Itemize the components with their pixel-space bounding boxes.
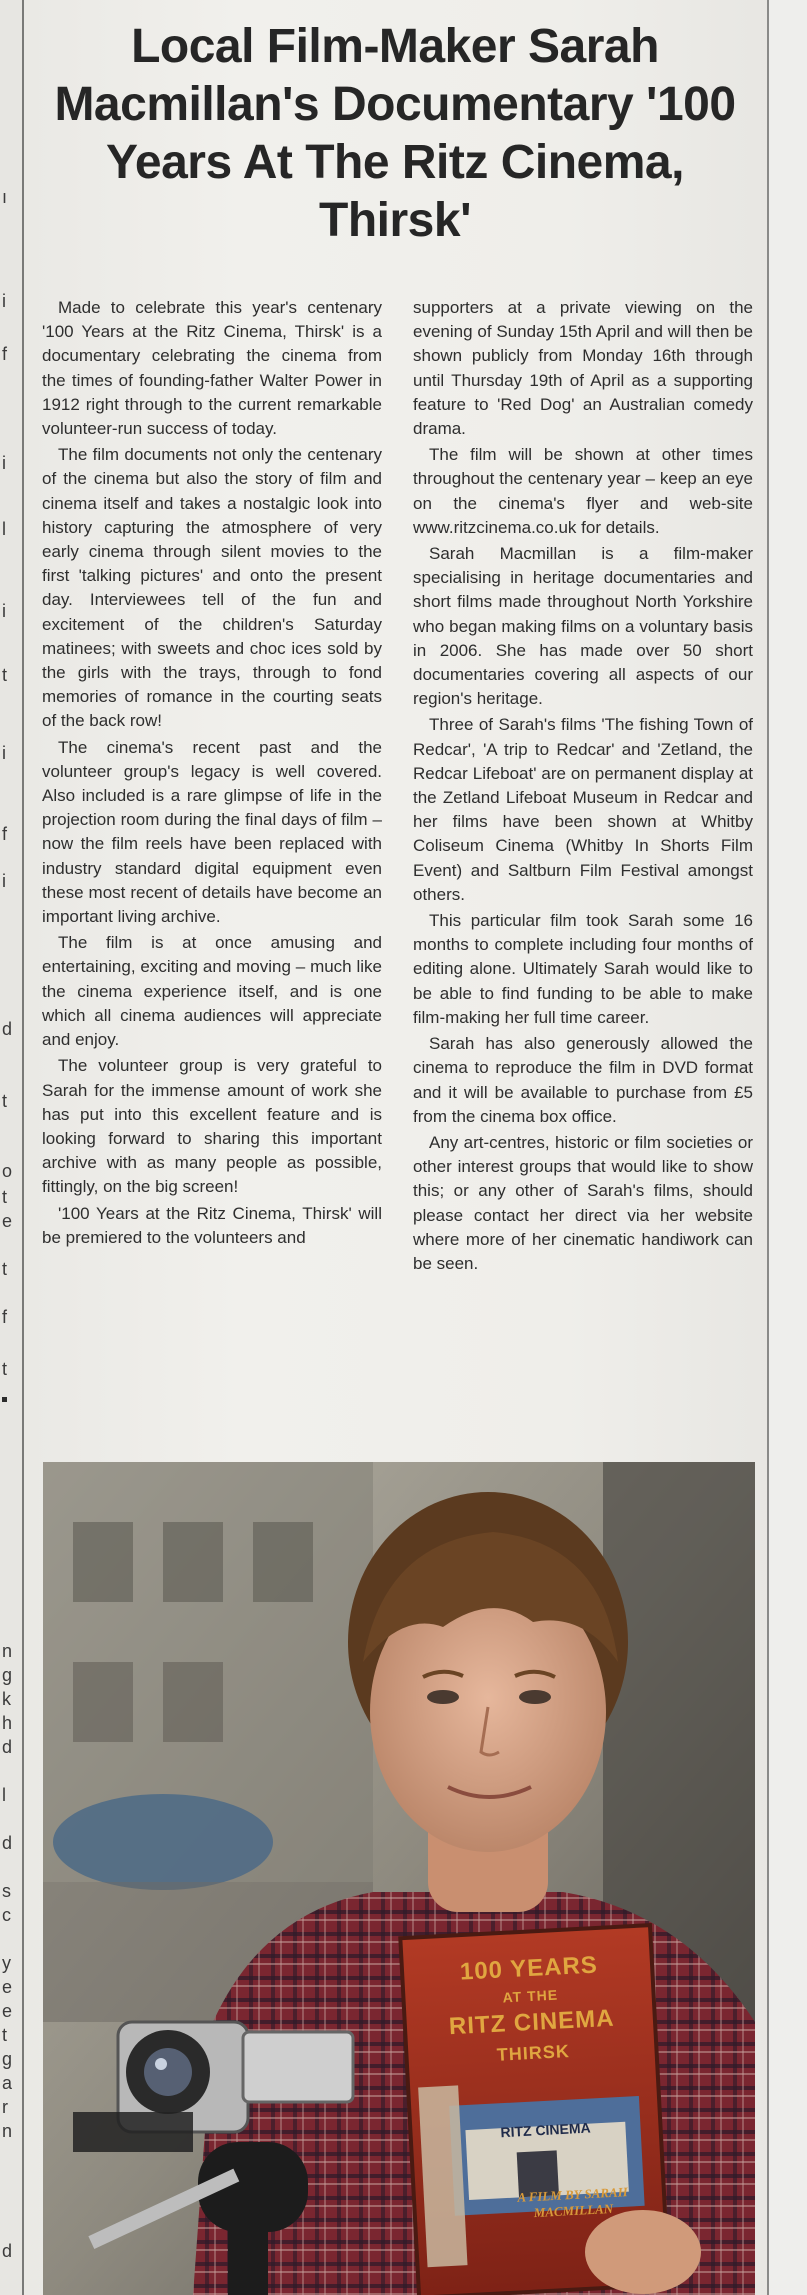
building-window — [73, 1522, 133, 1602]
article-paragraph: This particular film took Sarah some 16 months to complete including four months of editing alone. Ultimately Sarah would like to be able to find funding to be able to make film-making her full time career. — [413, 911, 753, 1027]
margin-fragment: f — [2, 1307, 8, 1327]
margin-fragment: i — [2, 601, 6, 621]
margin-fragment: k — [2, 1689, 11, 1709]
article-paragraph: Three of Sarah's films 'The fishing Town of Redcar', 'A trip to Redcar' and 'Zetland, the Redcar Lifeboat' are on permanent display at the Zetland Lifeboat Museum in Redcar and her films have been shown at Whitby Coliseum Cinema (Whitby In Shorts Film Event) and Saltburn Film Festival amongst others. — [413, 715, 753, 904]
margin-fragment: o — [2, 1161, 13, 1181]
margin-fragment: ı — [2, 187, 8, 207]
building-window — [73, 1662, 133, 1742]
margin-fragment: i — [2, 453, 6, 473]
margin-bullet — [2, 1397, 7, 1402]
article-paragraph: Any art-centres, historic or film societies or other interest groups that would like to show this; or any other of Sarah's films, should please contact her direct via her website where more of her cinematic handiwork can be seen. — [413, 1132, 753, 1273]
margin-fragment: i — [2, 291, 6, 311]
lens-reflection — [155, 2058, 167, 2070]
building-window — [253, 1522, 313, 1602]
margin-fragment: t — [2, 1359, 8, 1379]
article-paragraph: The film is at once amusing and entertaining, exciting and moving – much like the cinema experience itself, and is one which all cinema audiences will appreciate and enjoy. — [42, 933, 382, 1050]
margin-fragment: r — [2, 2097, 8, 2117]
dvd-title-line: RITZ CINEMA — [448, 2004, 616, 2041]
article-column-left — [42, 296, 382, 1252]
margin-fragment: e — [2, 1977, 13, 1997]
building-window — [163, 1522, 223, 1602]
margin-fragment: g — [2, 1665, 13, 1685]
dvd-inset-sign: RITZ CINEMA — [500, 2119, 592, 2141]
margin-fragment: c — [2, 1905, 11, 1925]
article-paragraph: supporters at a private viewing on the evening of Sunday 15th April and will then be shown publicly from Monday 16th through until Thursday 19th of April as a supporting feature to 'Red Dog' an Australian comedy drama. — [413, 298, 753, 439]
margin-fragment: l — [2, 1785, 6, 1805]
article-paragraph: The volunteer group is very grateful to Sarah for the immense amount of work she has put into this excellent feature and is looking forward to sharing this important archive with as many people as possible, fittingly, on the big screen! — [42, 1056, 382, 1197]
margin-fragment: f — [2, 824, 8, 844]
dvd-credit: A FILM BY SARAH MACMILLAN — [517, 2184, 629, 2221]
margin-fragment: d — [2, 1019, 13, 1039]
margin-fragment: d — [2, 2241, 13, 2261]
left-column-rule — [22, 0, 24, 2295]
margin-fragment: d — [2, 1737, 13, 1757]
article-paragraph: The film will be shown at other times throughout the centenary year – keep an eye on the cinema's flyer and web-site www.ritzcinema.co.uk for details. — [413, 445, 753, 537]
hand — [585, 2210, 701, 2294]
right-eye — [519, 1690, 551, 1704]
margin-fragment: t — [2, 665, 8, 685]
right-margin-strip — [769, 0, 807, 2295]
margin-fragment: t — [2, 2025, 8, 2045]
dvd-title — [408, 1946, 654, 2072]
article-paragraph: Made to celebrate this year's centenary '100 Years at the Ritz Cinema, Thirsk' is a documentary celebrating the cinema from the times of founding-father Walter Power in 1912 right through to the current remarkable volunteer-run success of today. — [42, 298, 382, 439]
margin-fragment: f — [2, 344, 8, 364]
article-headline: Local Film-Maker Sarah Macmillan's Documentary '100 Years At The Ritz Cinema, Thirsk' — [54, 20, 736, 247]
article-photo — [43, 1462, 755, 2295]
margin-fragment: e — [2, 1211, 13, 1231]
tripod-leg — [228, 2222, 268, 2295]
margin-fragment: t — [2, 1187, 8, 1207]
dvd-title-line: THIRSK — [496, 2041, 571, 2065]
margin-fragment: g — [2, 2049, 13, 2069]
margin-fragment: d — [2, 1833, 13, 1853]
margin-fragment: y — [2, 1953, 11, 1973]
camcorder-screen — [243, 2032, 353, 2102]
article-paragraph: The cinema's recent past and the volunteer group's legacy is well covered. Also included is a rare glimpse of life in the projection room during the final days of film – now the film reels have been replaced with industry standard digital equipment even these most recent of details have become an important living archive. — [42, 737, 382, 927]
margin-fragment: i — [2, 871, 6, 891]
margin-fragment: l — [2, 519, 6, 539]
margin-fragment: h — [2, 1713, 13, 1733]
article-paragraph: The film documents not only the centenary of the cinema but also the story of film and cinema itself and takes a nostalgic look into history capturing the atmosphere of very early cinema through silent movies to the first 'talking pictures' and onto the present day. Interviewees tell of the fun and excitement of the children's Saturday matinees; with sweets and choc ices sold by the girls with the trays, through to fond memories of romance in the courting seats of the back row! — [42, 445, 382, 731]
building-window — [163, 1662, 223, 1742]
margin-fragment: n — [2, 2121, 13, 2141]
margin-fragment: s — [2, 1881, 11, 1901]
article-paragraph: Sarah Macmillan is a film-maker specialising in heritage documentaries and short films made throughout North Yorkshire who began making films on a voluntary basis in 2006. She has made over 50 short documentaries covering all aspects of our region's heritage. — [413, 544, 753, 709]
margin-fragment: n — [2, 1641, 13, 1661]
margin-fragment: t — [2, 1259, 8, 1279]
margin-fragment: a — [2, 2073, 13, 2093]
margin-fragment: t — [2, 1091, 8, 1111]
article-paragraph: Sarah has also generously allowed the cinema to reproduce the film in DVD format and it will be available to purchase from £5 from the cinema box office. — [413, 1034, 753, 1126]
blue-car — [53, 1794, 273, 1890]
margin-fragment: i — [2, 743, 6, 763]
photo-illustration — [43, 1462, 755, 2295]
left-eye — [427, 1690, 459, 1704]
lens-glass — [144, 2048, 192, 2096]
article-column-right — [413, 296, 753, 1278]
margin-fragment: e — [2, 2001, 13, 2021]
dvd-title-line: AT THE — [502, 1986, 559, 2006]
camcorder-strap — [73, 2112, 193, 2152]
dvd-title-line: 100 YEARS — [459, 1951, 599, 1986]
article-paragraph: '100 Years at the Ritz Cinema, Thirsk' will be premiered to the volunteers and — [42, 1203, 382, 1247]
